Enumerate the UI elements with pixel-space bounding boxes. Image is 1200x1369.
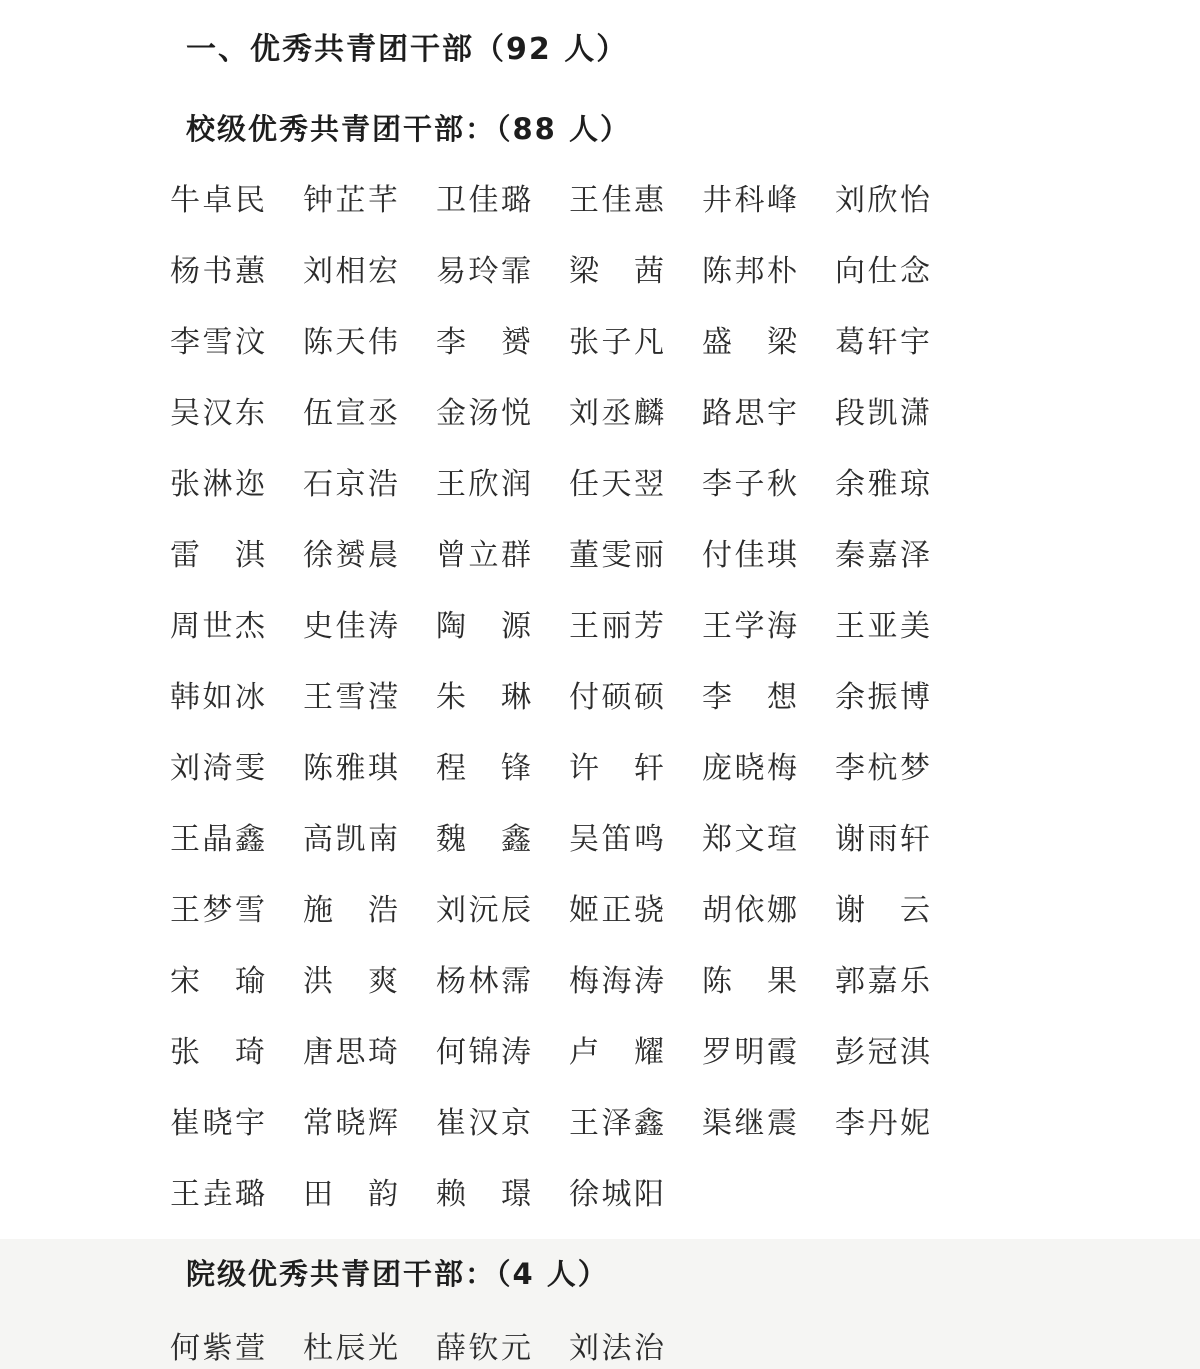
person-name: 曾立群 [436,538,532,573]
name-row [170,1175,1200,1215]
name-row [170,678,1200,718]
person-name: 渠继震 [702,1106,798,1141]
person-name: 王梦雪 [170,893,266,928]
person-name: 陈邦朴 [702,254,798,289]
person-name: 刘相宏 [303,254,399,289]
name-row [170,323,1200,363]
person-name: 雷 淇 [170,538,266,573]
school-level-subsection-title: 校级优秀共青团干部：（88 人） [186,112,631,146]
name-row [170,820,1200,860]
person-name: 王佳惠 [569,183,665,218]
person-name: 谢雨轩 [835,822,931,857]
person-name: 罗明霞 [702,1035,798,1070]
person-name: 洪 爽 [303,964,399,999]
person-name: 李 想 [702,680,798,715]
name-row [170,607,1200,647]
person-name: 朱 琳 [436,680,532,715]
person-name: 井科峰 [702,183,798,218]
person-name: 何锦涛 [436,1035,532,1070]
person-name: 郭嘉乐 [835,964,931,999]
person-name: 徐赟晨 [303,538,399,573]
person-name: 程 锋 [436,751,532,786]
person-name: 陈天伟 [303,325,399,360]
person-name: 韩如冰 [170,680,266,715]
person-name: 吴笛鸣 [569,822,665,857]
person-name: 崔汉京 [436,1106,532,1141]
person-name: 付硕硕 [569,680,665,715]
name-row [170,394,1200,434]
person-name: 陶 源 [436,609,532,644]
school-name-grid [170,181,1200,1215]
person-name: 李子秋 [702,467,798,502]
person-name: 刘欣怡 [835,183,931,218]
person-name: 王垚璐 [170,1177,266,1212]
person-name: 施 浩 [303,893,399,928]
person-name: 石京浩 [303,467,399,502]
person-name: 张淋迩 [170,467,266,502]
name-row [170,962,1200,1002]
person-name: 高凯南 [303,822,399,857]
person-name: 余雅琼 [835,467,931,502]
person-name: 李杭梦 [835,751,931,786]
name-row [170,1033,1200,1073]
person-name: 付佳琪 [702,538,798,573]
person-name: 李丹妮 [835,1106,931,1141]
person-name: 谢 云 [835,893,931,928]
person-name: 牛卓民 [170,183,266,218]
person-name: 刘沅辰 [436,893,532,928]
person-name: 王学海 [702,609,798,644]
person-name: 王亚美 [835,609,931,644]
person-name: 王欣润 [436,467,532,502]
person-name: 段凯潇 [835,396,931,431]
person-name: 周世杰 [170,609,266,644]
person-name: 刘渏雯 [170,751,266,786]
person-name: 魏 鑫 [436,822,532,857]
person-name: 何紫萱 [170,1331,266,1366]
person-name: 葛轩宇 [835,325,931,360]
person-name: 徐城阳 [569,1177,665,1212]
person-name: 崔晓宇 [170,1106,266,1141]
person-name: 胡依娜 [702,893,798,928]
person-name: 钟芷芊 [303,183,399,218]
person-name: 盛 梁 [702,325,798,360]
person-name: 郑文瑄 [702,822,798,857]
person-name: 李雪汶 [170,325,266,360]
person-name: 王晶鑫 [170,822,266,857]
person-name: 庞晓梅 [702,751,798,786]
person-name: 梅海涛 [569,964,665,999]
person-name: 秦嘉泽 [835,538,931,573]
person-name: 杜辰光 [303,1331,399,1366]
person-name: 任天翌 [569,467,665,502]
person-name: 向仕念 [835,254,931,289]
person-name: 彭冠淇 [835,1035,931,1070]
person-name: 刘法治 [569,1331,665,1366]
person-name: 刘丞麟 [569,396,665,431]
person-name: 姬正骁 [569,893,665,928]
name-row [170,252,1200,292]
section-title: 一、优秀共青团干部（92 人） [186,32,629,67]
person-name: 易玲霏 [436,254,532,289]
name-row [170,181,1200,221]
person-name: 王泽鑫 [569,1106,665,1141]
person-name: 赖 璟 [436,1177,532,1212]
person-name: 王雪滢 [303,680,399,715]
person-name: 卢 耀 [569,1035,665,1070]
person-name: 张子凡 [569,325,665,360]
person-name: 吴汉东 [170,396,266,431]
person-name: 张 琦 [170,1035,266,1070]
person-name: 陈 果 [702,964,798,999]
name-row [170,465,1200,505]
name-row [170,749,1200,789]
person-name: 杨书蕙 [170,254,266,289]
person-name: 伍宣丞 [303,396,399,431]
name-row [170,891,1200,931]
person-name: 薛钦元 [436,1331,532,1366]
person-name: 路思宇 [702,396,798,431]
person-name: 宋 瑜 [170,964,266,999]
person-name: 常晓辉 [303,1106,399,1141]
person-name: 王丽芳 [569,609,665,644]
person-name: 董雯丽 [569,538,665,573]
college-name-grid [170,1329,1200,1369]
person-name: 金汤悦 [436,396,532,431]
person-name: 余振博 [835,680,931,715]
person-name: 陈雅琪 [303,751,399,786]
name-row [170,1104,1200,1144]
person-name: 许 轩 [569,751,665,786]
person-name: 杨林霈 [436,964,532,999]
name-row [170,1329,1200,1369]
person-name: 史佳涛 [303,609,399,644]
name-row [170,536,1200,576]
person-name: 李 赟 [436,325,532,360]
person-name: 唐思琦 [303,1035,399,1070]
person-name: 梁 茜 [569,254,665,289]
person-name: 卫佳璐 [436,183,532,218]
college-level-subsection-title: 院级优秀共青团干部：（4 人） [186,1257,609,1291]
person-name: 田 韵 [303,1177,399,1212]
